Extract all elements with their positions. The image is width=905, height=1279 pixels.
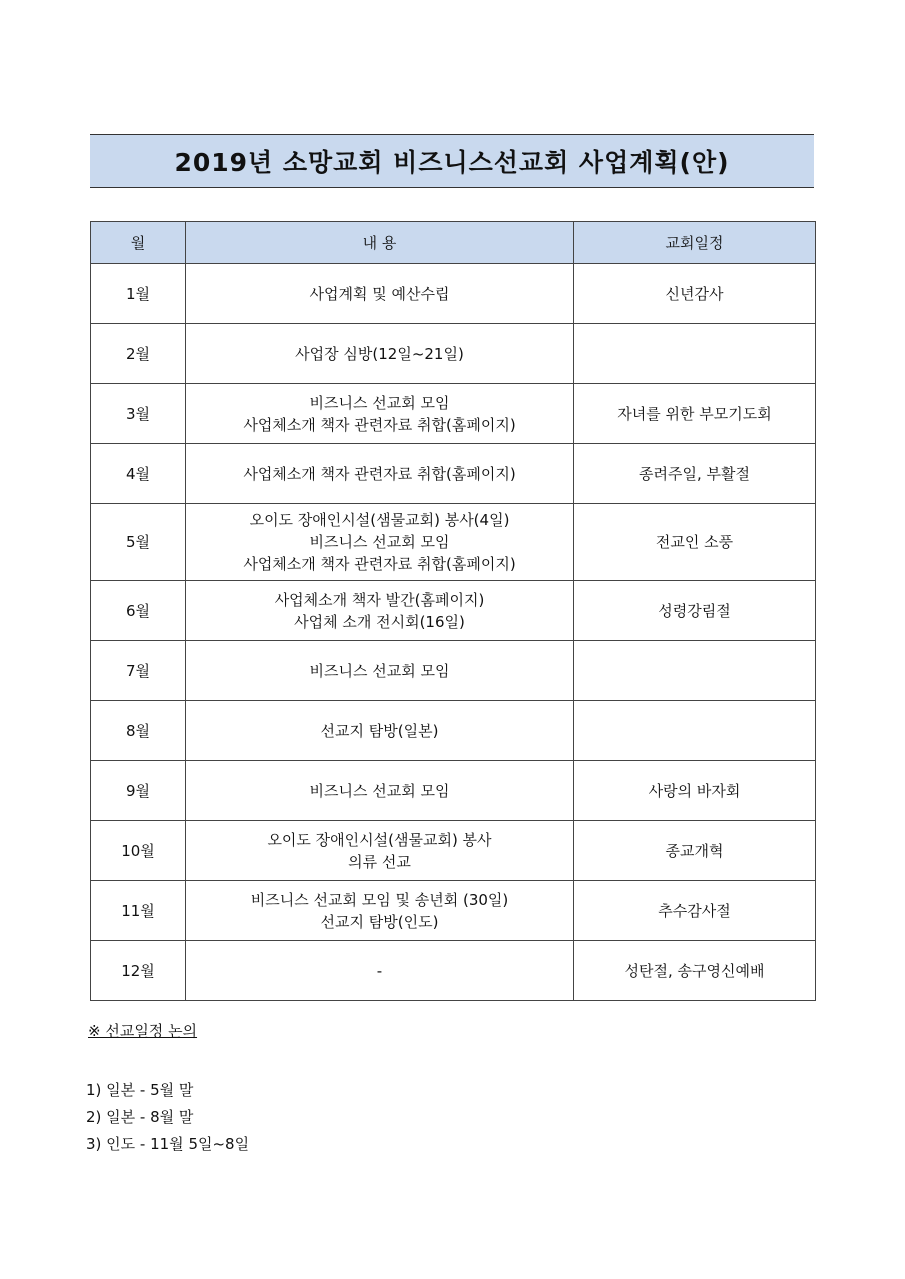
content-line: 사업장 심방(12일~21일) [295, 344, 464, 363]
cell-content [186, 324, 574, 384]
cell-content [186, 701, 574, 761]
cell-content [186, 941, 574, 1001]
content-line: 사업체소개 책자 관련자료 취합(홈페이지) [243, 555, 516, 573]
cell-month: 1월 [91, 264, 186, 324]
cell-content [186, 761, 574, 821]
table-row [91, 264, 816, 324]
notes-section [86, 1020, 249, 1158]
cell-church-schedule: 신년감사 [574, 264, 816, 324]
table-body [91, 264, 816, 1001]
content-line: 오이도 장애인시설(샘물교회) 봉사(4일) [249, 511, 510, 529]
header-church-schedule: 교회일정 [574, 222, 816, 264]
note-item: 2) 일본 - 8월 말 [86, 1108, 194, 1126]
cell-month: 11월 [91, 881, 186, 941]
content-line: 오이도 장애인시설(샘물교회) 봉사 [267, 830, 492, 849]
note-item: 3) 인도 - 11월 5일~8일 [86, 1135, 250, 1153]
content-line: 비즈니스 선교회 모임 [309, 533, 450, 551]
cell-content [186, 504, 574, 581]
content-line: - [376, 961, 383, 980]
cell-month: 4월 [91, 444, 186, 504]
cell-content [186, 384, 574, 444]
cell-church-schedule: 종려주일, 부활절 [574, 444, 816, 504]
cell-church-schedule: 전교인 소풍 [574, 504, 816, 581]
table-row [91, 821, 816, 881]
cell-month: 12월 [91, 941, 186, 1001]
content-line: 선교지 탐방(일본) [320, 721, 439, 740]
content-line: 선교지 탐방(인도) [320, 912, 439, 931]
cell-month: 8월 [91, 701, 186, 761]
cell-church-schedule: 성탄절, 송구영신예배 [574, 941, 816, 1001]
table-row [91, 881, 816, 941]
table-row [91, 384, 816, 444]
cell-content [186, 264, 574, 324]
content-line: 의류 선교 [348, 852, 411, 871]
content-line: 사업계획 및 예산수립 [309, 284, 450, 303]
cell-month: 7월 [91, 641, 186, 701]
plan-table [90, 221, 816, 1001]
cell-content [186, 581, 574, 641]
table-row [91, 761, 816, 821]
cell-church-schedule: 사랑의 바자회 [574, 761, 816, 821]
table-row [91, 324, 816, 384]
notes-heading: ※ 선교일정 논의 [88, 1022, 198, 1040]
page-title: 2019년 소망교회 비즈니스선교회 사업계획(안) [174, 148, 730, 177]
content-line: 비즈니스 선교회 모임 [309, 661, 450, 680]
cell-month: 10월 [91, 821, 186, 881]
cell-content [186, 881, 574, 941]
table-row [91, 641, 816, 701]
cell-month: 3월 [91, 384, 186, 444]
cell-month: 5월 [91, 504, 186, 581]
content-line: 사업체소개 책자 관련자료 취합(홈페이지) [243, 464, 516, 483]
cell-church-schedule: 성령강림절 [574, 581, 816, 641]
table-row [91, 581, 816, 641]
cell-content [186, 821, 574, 881]
content-line: 사업체 소개 전시회(16일) [294, 612, 465, 631]
cell-church-schedule: 추수감사절 [574, 881, 816, 941]
table-row [91, 701, 816, 761]
cell-church-schedule: 자녀를 위한 부모기도회 [574, 384, 816, 444]
header-content: 내 용 [186, 222, 574, 264]
cell-month: 6월 [91, 581, 186, 641]
cell-content [186, 641, 574, 701]
cell-church-schedule [574, 701, 816, 761]
cell-month: 9월 [91, 761, 186, 821]
cell-month: 2월 [91, 324, 186, 384]
cell-church-schedule: 종교개혁 [574, 821, 816, 881]
cell-church-schedule [574, 641, 816, 701]
title-banner [90, 134, 814, 188]
cell-content [186, 444, 574, 504]
table-row [91, 941, 816, 1001]
table-row [91, 444, 816, 504]
note-item: 1) 일본 - 5월 말 [86, 1081, 194, 1099]
content-line: 비즈니스 선교회 모임 [309, 393, 450, 412]
content-line: 사업체소개 책자 발간(홈페이지) [274, 590, 485, 609]
content-line: 비즈니스 선교회 모임 및 송년회 (30일) [250, 890, 509, 909]
table-row [91, 504, 816, 581]
header-month: 월 [91, 222, 186, 264]
content-line: 사업체소개 책자 관련자료 취합(홈페이지) [243, 415, 516, 434]
table-header-row [91, 222, 816, 264]
cell-church-schedule [574, 324, 816, 384]
content-line: 비즈니스 선교회 모임 [309, 781, 450, 800]
